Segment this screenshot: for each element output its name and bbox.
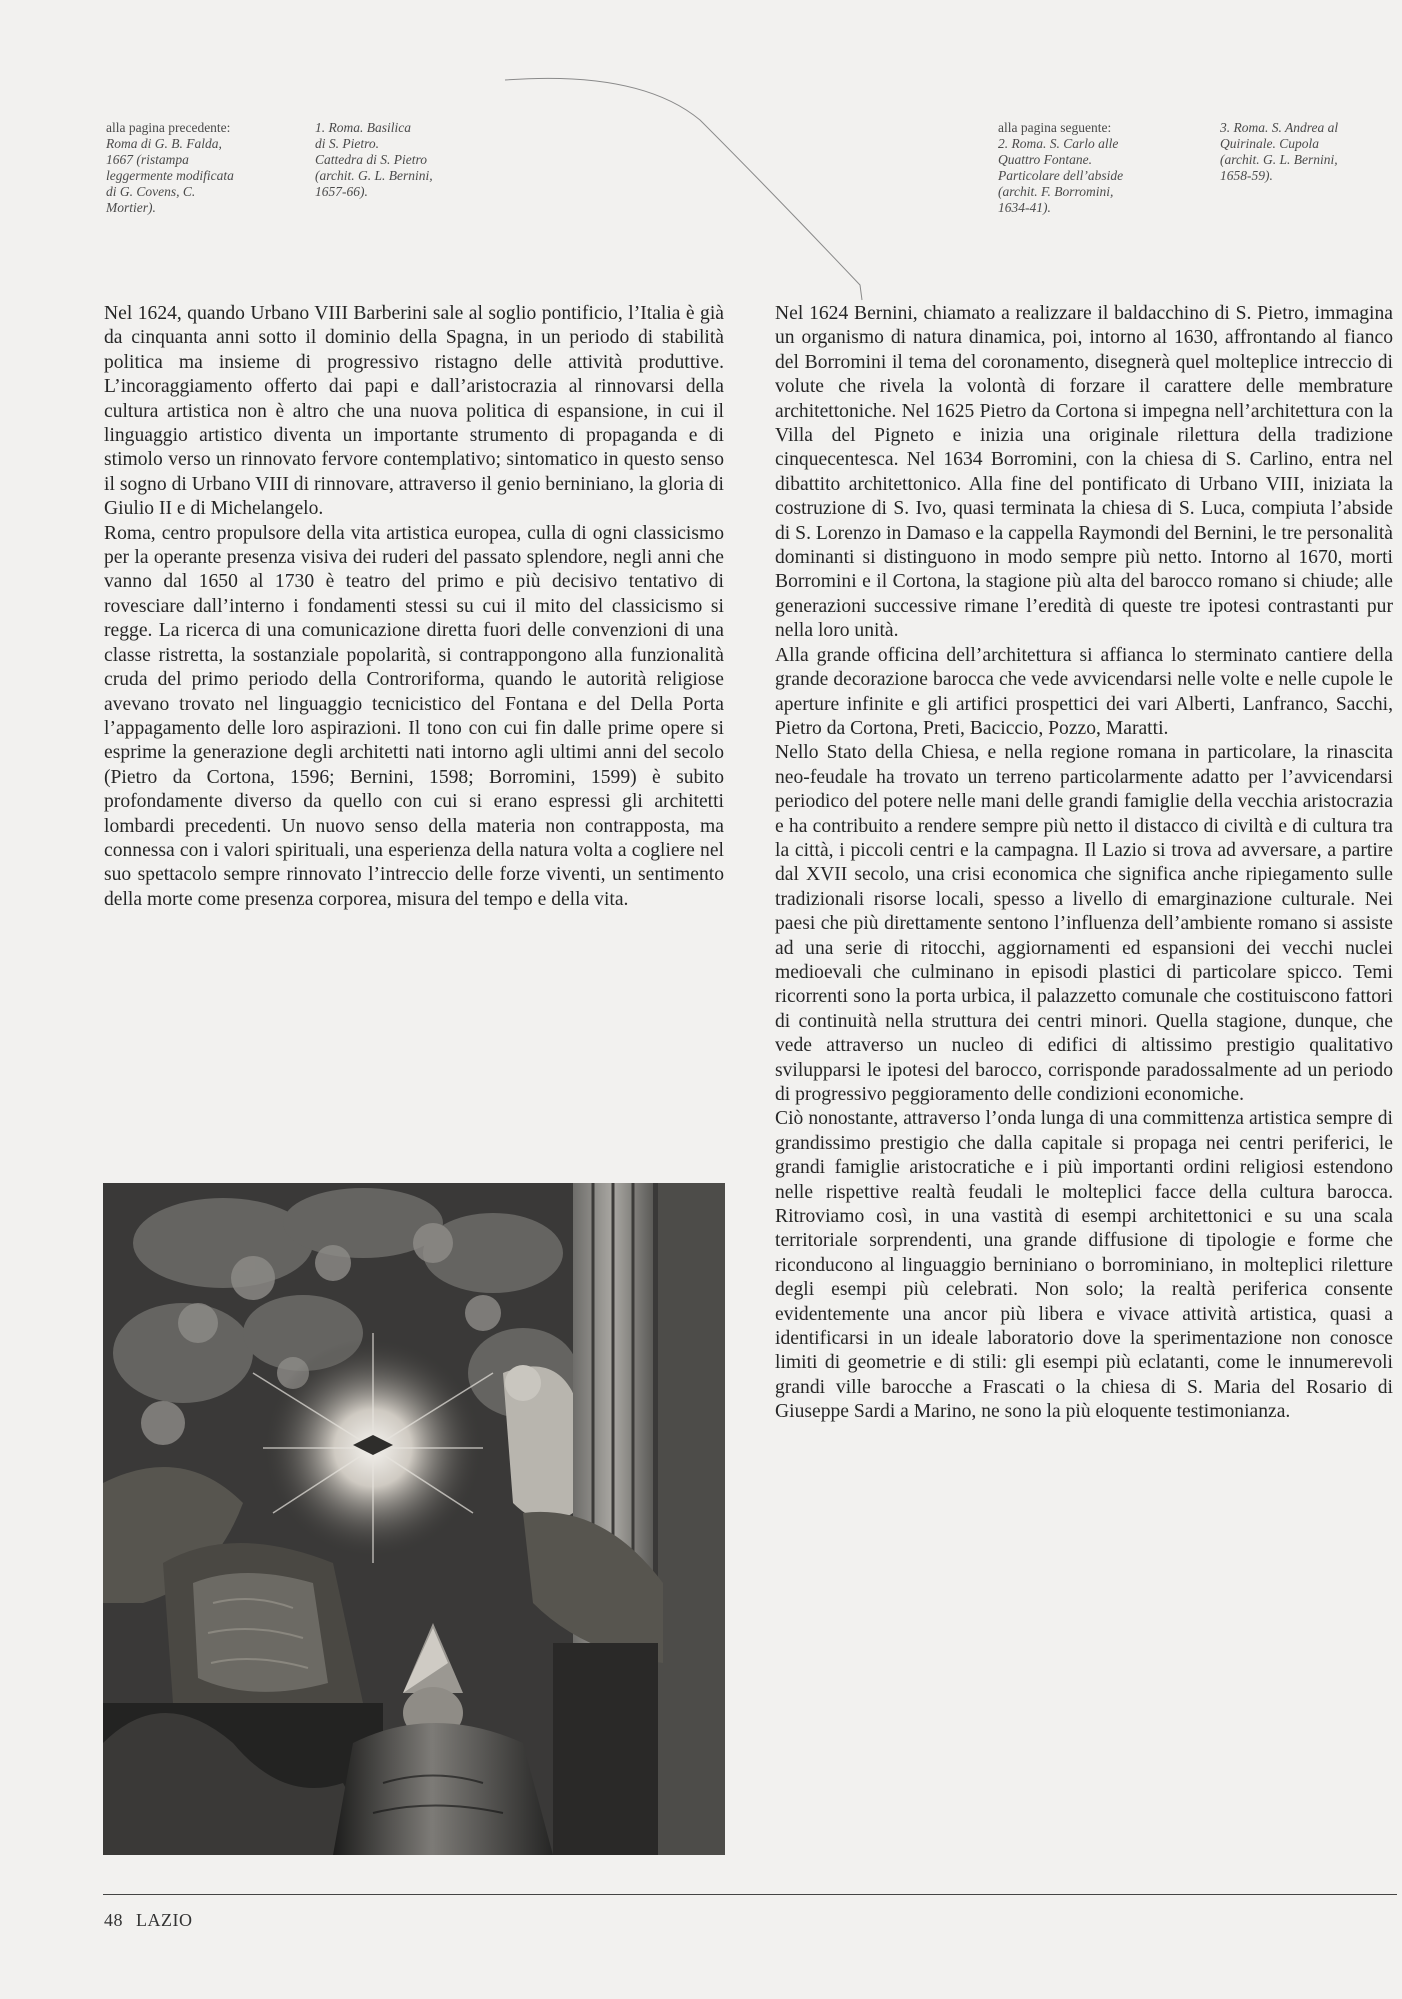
paragraph: Roma, centro propulsore della vita artistica europea, culla di ogni classicismo per la operante presenza visiva dei ruderi del passato splendore, negli anni che vanno dal 1650 al 1730 è teatro del primo e più decisivo tentativo di rovesciare dall’interno i fondamenti stessi su cui il mito del classicismo si regge. La ricerca di una comunicazione diretta fuori delle convenzioni di una classe ristretta, la sostanziale popolarità, si contrappongono alla funzionalità cruda del primo periodo della Controriforma, quando le autorità religiose avevano trovato nel linguaggio tecnicistico del Fontana e del Della Porta l’appagamento delle loro aspirazioni. Il tono con cui fin dalle prime opere si esprime la generazione degli architetti nati intorno agli ultimi anni del secolo (Pietro da Cortona, 1596; Bernini, 1598; Borromini, 1599) è subito profondamente diverso da quello con cui si erano espressi gli architetti lombardi precedenti. Un nuovo senso della materia non contrapposta, ma connessa con i valori spirituali, una esperienza della natura volta a cogliere nel suo spettacolo sempre rinnovato l’intreccio delle forze viventi, un sentimento della morte come presenza corporea, misura del tempo e della vita. xyxy=(104,522,724,910)
running-section-title: LAZIO xyxy=(136,1910,193,1930)
caption-figure-3 xyxy=(1220,104,1400,184)
caption-previous-page-lead: alla pagina precedente: xyxy=(106,120,231,135)
caption-next-page-text: 2. Roma. S. Carlo alle Quattro Fontane. Particolare dell’abside (archit. F. Borromini, 1634-41). xyxy=(998,136,1124,215)
paragraph: Nel 1624, quando Urbano VIII Barberini sale al soglio pontificio, l’Italia è già da cinquanta anni sotto il dominio della Spagna, in un periodo di stabilità politica ma insieme di progressivo ristagno delle attività produttive. L’incoraggiamento offerto dai papi e dall’aristocrazia al rinnovarsi della cultura artistica non è altro che una nuova politica di espansione, in cui il linguaggio artistico diventa un importante strumento di propaganda e di stimolo verso un rinnovato fervore contemplativo; sintomatico in questo senso il sogno di Urbano VIII di rinnovare, attraverso il genio berniniano, la gloria di Giulio II e di Michelangelo. xyxy=(104,303,724,520)
paragraph: Nello Stato della Chiesa, e nella regione romana in particolare, la rinascita neo-feudale ha trovato un terreno particolarmente adatto per l’avvicendarsi periodico del potere nelle mani delle grandi famiglie della vecchia aristocrazia e ha contribuito a rendere sempre più netto il distacco di civiltà e di cultura tra la città, i piccoli centri e la campagna. Il Lazio si trova ad avversare, a partire dal XVII secolo, una crisi economica che significa anche ripiegamento sulle tradizionali risorse locali, spesso a livello di emarginazione culturale. Nei paesi che più direttamente sentono l’influenza dell’ambiente romano si assiste ad una serie di ritocchi, aggiornamenti ed espansioni dei vecchi nuclei medioevali che culminano in episodi plastici di particolare spicco. Temi ricorrenti sono la porta urbica, il palazzetto comunale che costituiscono fattori di continuità nella struttura dei centri minori. Quella stagione, dunque, che vede attraverso un nucleo di edifici di altissimo prestigio qualitativo svilupparsi le ipotesi del barocco, corrisponde paradossalmente ad un periodo di progressivo peggioramento delle condizioni economiche. xyxy=(775,742,1393,1105)
left-text-column xyxy=(104,302,724,912)
page-number: 48 xyxy=(104,1910,123,1930)
caption-previous-page xyxy=(106,104,306,232)
caption-next-page xyxy=(998,104,1188,232)
caption-next-page-lead: alla pagina seguente: xyxy=(998,120,1112,135)
caption-figure-3-text: 3. Roma. S. Andrea al Quirinale. Cupola (archit. G. L. Bernini, 1658-59). xyxy=(1220,120,1339,183)
right-text-column xyxy=(775,302,1393,1425)
caption-previous-page-text: Roma di G. B. Falda, 1667 (ristampa leggermente modificata di G. Covens, C. Mortier). xyxy=(106,136,234,215)
footer-rule xyxy=(103,1894,1397,1895)
paragraph: Nel 1624 Bernini, chiamato a realizzare il baldacchino di S. Pietro, immagina un organismo di natura dinamica, poi, intorno al 1630, affrontando al fianco del Borromini il tema del coronamento, disegnerà quel molteplice intreccio di volute che rivela la volontà di forzare il carattere delle membrature architettoniche. Nel 1625 Pietro da Cortona si impegna nell’architettura con la Villa del Pigneto e inizia una originale rilettura della tradizione cinquecentesca. Nel 1634 Borromini, con la chiesa di S. Carlino, entra nel dibattito architettonico. Alla fine del pontificato di Urbano VIII, iniziata la costruzione di S. Ivo, quasi terminata la chiesa di S. Luca, compiuta l’abside di S. Lorenzo in Damaso e la cappella Raymondi del Bernini, le tre personalità dominanti si distinguono in modo sempre più netto. Intorno al 1670, morti Borromini e il Cortona, la stagione più alta del barocco romano si chiude; alle generazioni successive rimane l’eredità di queste tre ipotesi contrastanti pur nella loro unità. xyxy=(775,303,1393,642)
paragraph: Alla grande officina dell’architettura si affianca lo sterminato cantiere della grande decorazione barocca che vede avvicendarsi nelle volte e nelle cupole le aperture infinite e gli artifici prospettici dei vari Alberti, Lanfranco, Sacchi, Pietro da Cortona, Preti, Baciccio, Pozzo, Maratti. xyxy=(775,644,1393,739)
caption-figure-1-text: 1. Roma. Basilica di S. Pietro. Cattedra di S. Pietro (archit. G. L. Bernini, 1657-66). xyxy=(315,120,433,199)
paragraph: Ciò nonostante, attraverso l’onda lunga di una committenza artistica sempre di grandissimo prestigio che dalla capitale si propaga nei centri periferici, le grandi famiglie aristocratiche e i più importanti ordini religiosi estendono nelle rispettive realtà feudali le molteplici facce della cultura barocca. Ritroviamo così, in una vastità di esempi architettonici e su una scala territoriale sorprendenti, una grande diffusione di tipologie e forme che riconducono al linguaggio berniniano o borrominiano, in molteplici riletture degli esempi più celebrati. Non solo; la realtà periferica consente evidentemente una ancor più libera e vivace attività artistica, quasi a identificarsi in un ideale laboratorio dove la sperimentazione non conosce limiti di geometrie e di stili: gli esempi più eclatanti, come le innumerevoli grandi ville barocche a Frascati o la chiesa di S. Maria del Rosario di Giuseppe Sardi a Marino, ne sono la più eloquente testimonianza. xyxy=(775,1108,1393,1423)
cattedra-photo-illustration xyxy=(103,1183,725,1855)
caption-figure-1 xyxy=(315,104,505,200)
page-footer xyxy=(104,1910,192,1931)
cattedra-photograph xyxy=(103,1183,725,1855)
